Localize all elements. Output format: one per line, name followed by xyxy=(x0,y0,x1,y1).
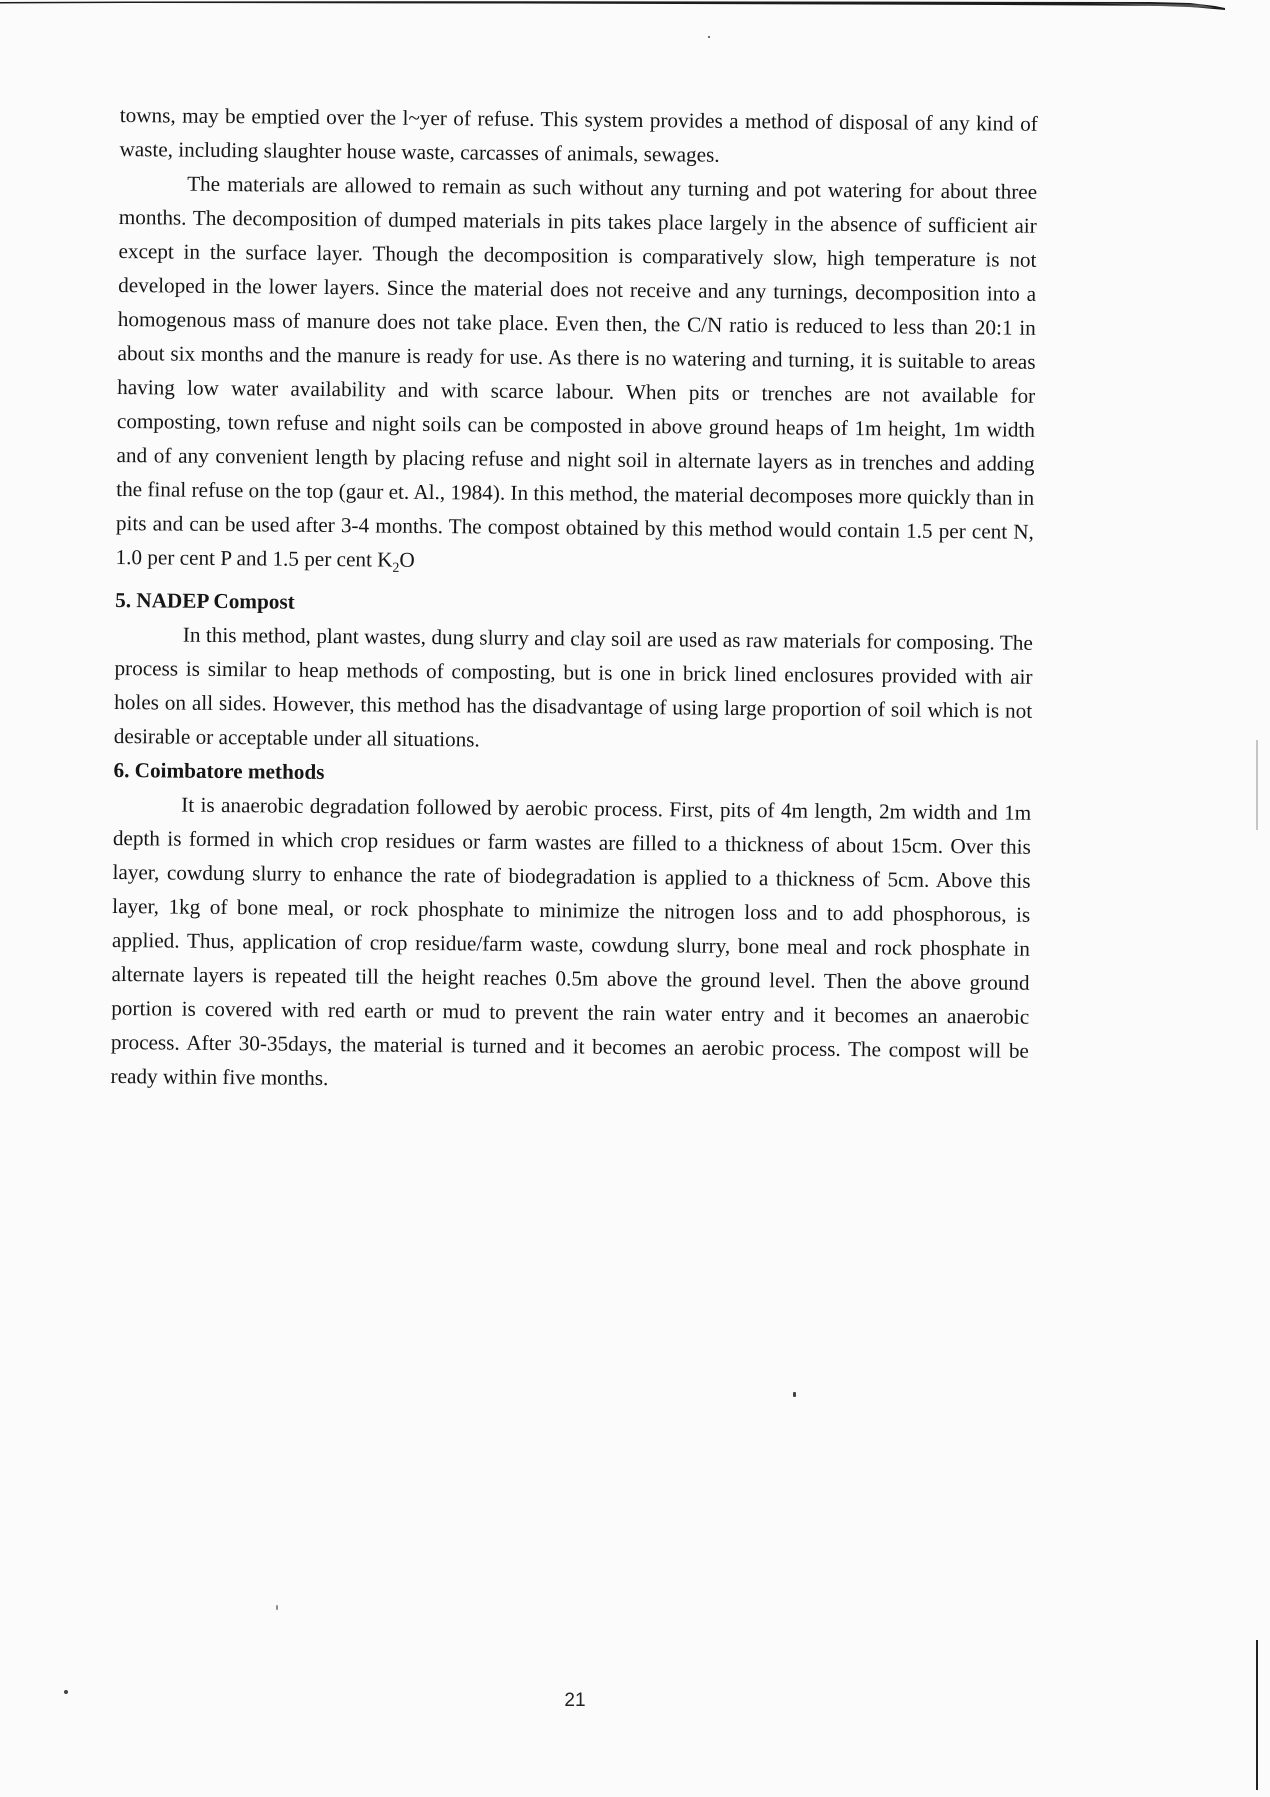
scan-edge-right-upper xyxy=(1256,740,1258,830)
paragraph-nadep: In this method, plant wastes, dung slurry and clay soil are used as raw materials for composing. The process is similar to heap methods of composting, but is one in brick lined enclosures provided with air holes on all sides. However, this method has the disadvantage of using large proportion of soil which is not desirable or acceptable under all situations. xyxy=(113,622,1033,752)
paragraph-decomposition-text: The materials are allowed to remain as such without any turning and pot watering for about three months. The decomposition of dumped materials in pits takes place largely in the absence of sufficient air except in the surface layer. Though the decomposition is comparatively slow, high temperature is not developed in the lower layers. Since the material does not receive and any turnings, decomposition into a homogenous mass of manure does not take place. Even then, the C/N ratio is reduced to less than 20:1 in about six months and the manure is ready for use. As there is no watering and turning, it is suitable to areas having low water availability and with scarce labour. When pits or trenches are not available for composting, town refuse and night soils can be composted in above ground heaps of 1m height, 1m width and of any convenient length by placing refuse and night soil in alternate layers as in trenches and adding the final refuse on the top (gaur et. Al., 1984). In this method, the material decomposes more quickly than in pits and can be used after 3-4 months. The compost obtained by this method would contain 1.5 per cent N, 1.0 per cent P and 1.5 per cent K xyxy=(115,171,1038,572)
k2o-suffix: O xyxy=(399,547,415,572)
k2o-subscript: 2 xyxy=(392,560,400,576)
section-heading-nadep: 5. NADEP Compost xyxy=(115,588,295,614)
page-number: 21 xyxy=(564,1690,586,1711)
document-body xyxy=(110,98,1038,1102)
section-heading-coimbatore: 6. Coimbatore methods xyxy=(113,758,325,785)
paragraph-decomposition xyxy=(115,166,1037,592)
scan-speck xyxy=(793,1392,796,1397)
scan-speck xyxy=(708,36,710,38)
scan-speck xyxy=(276,1605,278,1610)
scan-edge-top xyxy=(0,0,1270,10)
paragraph-continued: towns, may be emptied over the l~yer of refuse. This system provides a method of disposal of any kind of waste, including slaughter house waste, carcasses of animals, sewages. xyxy=(119,102,1038,167)
scan-edge-right-lower xyxy=(1256,1640,1258,1790)
paragraph-coimbatore: It is anaerobic degradation followed by aerobic process. First, pits of 4m length, 2m width and 1m depth is formed in which crop residues or farm wastes are filled to a thickness of about 15cm. Over this layer, cowdung slurry to enhance the rate of biodegradation is applied to a thickness of 5cm. Above this layer, 1kg of bone meal, or rock phosphate to minimize the nitrogen loss and to add phosphorous, is applied. Thus, application of crop residue/farm waste, cowdung slurry, bone meal and rock phosphate in alternate layers is repeated till the height reaches 0.5m above the ground level. Then the above ground portion is covered with red earth or mud to prevent the rain water entry and it becomes an anaerobic process. After 30-35days, the material is turned and it becomes an aerobic process. The compost will be ready within five months. xyxy=(110,792,1032,1091)
